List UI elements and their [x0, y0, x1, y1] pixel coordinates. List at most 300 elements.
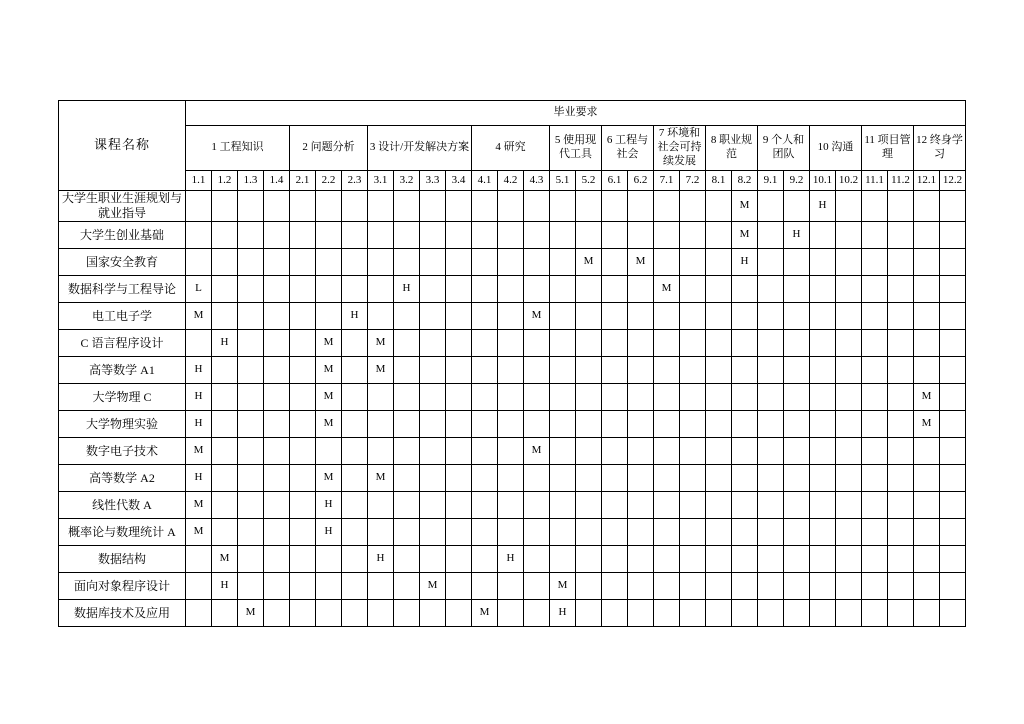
- mark-cell: [680, 191, 706, 222]
- mark-cell: [706, 384, 732, 411]
- mark-cell: [732, 573, 758, 600]
- requirement-sub-header: 4.2: [498, 171, 524, 191]
- mark-cell: M: [368, 330, 394, 357]
- table-row: [59, 303, 966, 330]
- mark-cell: [576, 384, 602, 411]
- mark-cell: [862, 573, 888, 600]
- mark-cell: [680, 438, 706, 465]
- requirement-sub-header: 1.2: [212, 171, 238, 191]
- mark-cell: [394, 573, 420, 600]
- mark-cell: [784, 438, 810, 465]
- mark-cell: [498, 438, 524, 465]
- requirement-sub-header: 12.1: [914, 171, 940, 191]
- mark-cell: [576, 330, 602, 357]
- mark-cell: [212, 249, 238, 276]
- mark-cell: [290, 330, 316, 357]
- mark-cell: [706, 222, 732, 249]
- mark-cell: [498, 191, 524, 222]
- mark-cell: [940, 465, 966, 492]
- mark-cell: [758, 519, 784, 546]
- mark-cell: [420, 546, 446, 573]
- mark-cell: [420, 519, 446, 546]
- mark-cell: [550, 303, 576, 330]
- mark-cell: [784, 191, 810, 222]
- mark-cell: [810, 276, 836, 303]
- mark-cell: [446, 249, 472, 276]
- mark-cell: [758, 438, 784, 465]
- mark-cell: [212, 384, 238, 411]
- mark-cell: [316, 191, 342, 222]
- table-row: [59, 546, 966, 573]
- mark-cell: [836, 492, 862, 519]
- mark-cell: [342, 222, 368, 249]
- mark-cell: [602, 357, 628, 384]
- mark-cell: [836, 191, 862, 222]
- mark-cell: [420, 191, 446, 222]
- mark-cell: [446, 303, 472, 330]
- course-name-cell: 大学生职业生涯规划与就业指导: [59, 191, 186, 222]
- mark-cell: [316, 276, 342, 303]
- mark-cell: [446, 222, 472, 249]
- mark-cell: [810, 384, 836, 411]
- mark-cell: [862, 438, 888, 465]
- mark-cell: [784, 519, 810, 546]
- mark-cell: [706, 303, 732, 330]
- mark-cell: [758, 492, 784, 519]
- mark-cell: [732, 546, 758, 573]
- mark-cell: [784, 546, 810, 573]
- header-row-groups: [59, 126, 966, 171]
- mark-cell: H: [316, 492, 342, 519]
- mark-cell: [446, 411, 472, 438]
- mark-cell: [940, 303, 966, 330]
- mark-cell: [680, 465, 706, 492]
- mark-cell: [472, 357, 498, 384]
- table-row: [59, 276, 966, 303]
- requirement-sub-header: 9.1: [758, 171, 784, 191]
- requirement-sub-header: 8.2: [732, 171, 758, 191]
- mark-cell: [576, 222, 602, 249]
- mark-cell: [524, 573, 550, 600]
- mark-cell: [836, 573, 862, 600]
- mark-cell: [914, 191, 940, 222]
- mark-cell: [446, 191, 472, 222]
- mark-cell: [472, 519, 498, 546]
- mark-cell: [498, 249, 524, 276]
- mark-cell: [784, 384, 810, 411]
- mark-cell: [576, 519, 602, 546]
- mark-cell: [550, 492, 576, 519]
- requirement-sub-header: 10.1: [810, 171, 836, 191]
- mark-cell: [342, 546, 368, 573]
- header-row-title: [59, 101, 966, 126]
- mark-cell: [732, 384, 758, 411]
- mark-cell: [186, 600, 212, 627]
- mark-cell: [836, 465, 862, 492]
- mark-cell: [238, 303, 264, 330]
- mark-cell: [446, 357, 472, 384]
- mark-cell: [420, 492, 446, 519]
- mark-cell: [784, 303, 810, 330]
- requirement-sub-header: 4.1: [472, 171, 498, 191]
- mark-cell: [628, 546, 654, 573]
- mark-cell: [732, 276, 758, 303]
- mark-cell: [264, 492, 290, 519]
- mark-cell: [836, 303, 862, 330]
- mark-cell: [472, 222, 498, 249]
- mark-cell: [264, 303, 290, 330]
- mark-cell: [784, 465, 810, 492]
- requirement-group-header: 6 工程与社会: [602, 126, 654, 171]
- mark-cell: [862, 249, 888, 276]
- mark-cell: [732, 330, 758, 357]
- mark-cell: [680, 546, 706, 573]
- mark-cell: [706, 191, 732, 222]
- mark-cell: [888, 411, 914, 438]
- mark-cell: [706, 249, 732, 276]
- mark-cell: [264, 411, 290, 438]
- mark-cell: [862, 600, 888, 627]
- mark-cell: [706, 465, 732, 492]
- mark-cell: [238, 438, 264, 465]
- mark-cell: [888, 191, 914, 222]
- mark-cell: [862, 492, 888, 519]
- mark-cell: [654, 465, 680, 492]
- mark-cell: [862, 357, 888, 384]
- mark-cell: M: [316, 465, 342, 492]
- requirement-group-header: 3 设计/开发解决方案: [368, 126, 472, 171]
- mark-cell: [602, 573, 628, 600]
- mark-cell: [862, 546, 888, 573]
- mark-cell: [758, 411, 784, 438]
- mark-cell: M: [732, 191, 758, 222]
- mark-cell: [810, 222, 836, 249]
- mark-cell: [342, 411, 368, 438]
- mark-cell: [238, 191, 264, 222]
- mark-cell: [628, 573, 654, 600]
- mark-cell: [472, 384, 498, 411]
- mark-cell: [212, 276, 238, 303]
- mark-cell: [784, 357, 810, 384]
- mark-cell: [784, 249, 810, 276]
- mark-cell: [914, 492, 940, 519]
- mark-cell: [628, 600, 654, 627]
- mark-cell: [290, 519, 316, 546]
- mark-cell: H: [550, 600, 576, 627]
- course-name-cell: 线性代数 A: [59, 492, 186, 519]
- mark-cell: [706, 546, 732, 573]
- mark-cell: H: [186, 384, 212, 411]
- mark-cell: [862, 384, 888, 411]
- mark-cell: [186, 330, 212, 357]
- mark-cell: [732, 438, 758, 465]
- mark-cell: [420, 438, 446, 465]
- curriculum-requirement-matrix: [58, 100, 966, 627]
- mark-cell: [888, 276, 914, 303]
- mark-cell: [758, 191, 784, 222]
- mark-cell: [706, 330, 732, 357]
- mark-cell: [758, 546, 784, 573]
- mark-cell: [602, 465, 628, 492]
- mark-cell: [602, 438, 628, 465]
- mark-cell: [654, 191, 680, 222]
- mark-cell: [654, 330, 680, 357]
- mark-cell: [238, 249, 264, 276]
- requirement-sub-header: 4.3: [524, 171, 550, 191]
- mark-cell: [758, 357, 784, 384]
- table-row: [59, 384, 966, 411]
- mark-cell: [524, 411, 550, 438]
- mark-cell: [290, 222, 316, 249]
- mark-cell: [550, 222, 576, 249]
- mark-cell: [290, 465, 316, 492]
- mark-cell: [576, 600, 602, 627]
- mark-cell: M: [654, 276, 680, 303]
- mark-cell: [524, 465, 550, 492]
- mark-cell: [498, 519, 524, 546]
- mark-cell: [862, 465, 888, 492]
- mark-cell: [316, 546, 342, 573]
- mark-cell: [862, 519, 888, 546]
- mark-cell: M: [368, 357, 394, 384]
- mark-cell: [290, 573, 316, 600]
- mark-cell: M: [186, 303, 212, 330]
- mark-cell: [550, 411, 576, 438]
- course-name-cell: 国家安全教育: [59, 249, 186, 276]
- mark-cell: [342, 330, 368, 357]
- mark-cell: [914, 222, 940, 249]
- mark-cell: [420, 276, 446, 303]
- mark-cell: [706, 411, 732, 438]
- header-row-subs: [59, 171, 966, 191]
- mark-cell: [940, 249, 966, 276]
- mark-cell: [394, 330, 420, 357]
- mark-cell: [498, 384, 524, 411]
- mark-cell: [238, 465, 264, 492]
- mark-cell: [940, 384, 966, 411]
- mark-cell: [836, 276, 862, 303]
- mark-cell: [602, 222, 628, 249]
- mark-cell: [732, 303, 758, 330]
- mark-cell: M: [732, 222, 758, 249]
- mark-cell: [420, 357, 446, 384]
- mark-cell: [524, 249, 550, 276]
- mark-cell: [810, 303, 836, 330]
- mark-cell: [186, 546, 212, 573]
- mark-cell: M: [524, 303, 550, 330]
- mark-cell: [576, 492, 602, 519]
- mark-cell: [706, 276, 732, 303]
- mark-cell: [472, 303, 498, 330]
- mark-cell: [602, 519, 628, 546]
- mark-cell: [836, 384, 862, 411]
- mark-cell: [862, 411, 888, 438]
- mark-cell: [576, 573, 602, 600]
- mark-cell: [472, 276, 498, 303]
- mark-cell: [862, 303, 888, 330]
- mark-cell: [862, 276, 888, 303]
- requirement-group-header: 1 工程知识: [186, 126, 290, 171]
- course-name-cell: 大学生创业基础: [59, 222, 186, 249]
- mark-cell: [290, 276, 316, 303]
- mark-cell: [524, 222, 550, 249]
- mark-cell: [186, 249, 212, 276]
- mark-cell: [628, 411, 654, 438]
- mark-cell: [264, 330, 290, 357]
- mark-cell: [446, 492, 472, 519]
- mark-cell: [264, 573, 290, 600]
- mark-cell: [628, 384, 654, 411]
- mark-cell: [888, 303, 914, 330]
- mark-cell: M: [316, 384, 342, 411]
- mark-cell: [680, 357, 706, 384]
- mark-cell: [264, 276, 290, 303]
- mark-cell: [940, 438, 966, 465]
- mark-cell: [914, 249, 940, 276]
- mark-cell: [732, 357, 758, 384]
- table-row: [59, 222, 966, 249]
- mark-cell: [368, 411, 394, 438]
- mark-cell: H: [212, 330, 238, 357]
- requirement-group-header: 5 使用现代工具: [550, 126, 602, 171]
- mark-cell: [368, 191, 394, 222]
- mark-cell: [628, 303, 654, 330]
- mark-cell: [420, 222, 446, 249]
- mark-cell: [342, 384, 368, 411]
- mark-cell: [212, 303, 238, 330]
- requirement-sub-header: 7.2: [680, 171, 706, 191]
- mark-cell: M: [238, 600, 264, 627]
- mark-cell: [784, 411, 810, 438]
- mark-cell: [940, 492, 966, 519]
- mark-cell: [576, 438, 602, 465]
- mark-cell: [732, 465, 758, 492]
- mark-cell: [394, 384, 420, 411]
- mark-cell: M: [186, 519, 212, 546]
- mark-cell: M: [186, 492, 212, 519]
- mark-cell: [498, 222, 524, 249]
- mark-cell: [264, 438, 290, 465]
- mark-cell: [264, 600, 290, 627]
- requirement-group-header: 11 项目管理: [862, 126, 914, 171]
- mark-cell: [212, 519, 238, 546]
- mark-cell: H: [212, 573, 238, 600]
- course-name-cell: 数据科学与工程导论: [59, 276, 186, 303]
- mark-cell: [472, 573, 498, 600]
- mark-cell: [472, 465, 498, 492]
- mark-cell: [550, 191, 576, 222]
- mark-cell: [524, 330, 550, 357]
- mark-cell: [342, 600, 368, 627]
- mark-cell: [316, 303, 342, 330]
- mark-cell: [420, 465, 446, 492]
- mark-cell: [472, 438, 498, 465]
- mark-cell: [342, 492, 368, 519]
- row-header-label: 课程名称: [59, 101, 186, 191]
- mark-cell: [758, 222, 784, 249]
- requirement-sub-header: 8.1: [706, 171, 732, 191]
- mark-cell: [550, 384, 576, 411]
- mark-cell: [290, 438, 316, 465]
- mark-cell: [758, 573, 784, 600]
- mark-cell: [550, 357, 576, 384]
- mark-cell: [654, 222, 680, 249]
- mark-cell: [394, 438, 420, 465]
- mark-cell: [940, 330, 966, 357]
- mark-cell: [862, 330, 888, 357]
- mark-cell: [784, 573, 810, 600]
- mark-cell: [914, 276, 940, 303]
- mark-cell: [784, 600, 810, 627]
- mark-cell: [888, 465, 914, 492]
- mark-cell: [888, 573, 914, 600]
- table-row: [59, 330, 966, 357]
- mark-cell: [940, 222, 966, 249]
- mark-cell: [212, 411, 238, 438]
- mark-cell: [264, 465, 290, 492]
- mark-cell: [602, 249, 628, 276]
- mark-cell: [940, 546, 966, 573]
- mark-cell: [758, 249, 784, 276]
- mark-cell: [394, 357, 420, 384]
- course-name-cell: 大学物理实验: [59, 411, 186, 438]
- mark-cell: [524, 384, 550, 411]
- mark-cell: [342, 191, 368, 222]
- mark-cell: [290, 384, 316, 411]
- requirement-group-header: 7 环境和社会可持续发展: [654, 126, 706, 171]
- mark-cell: [628, 438, 654, 465]
- mark-cell: [732, 600, 758, 627]
- mark-cell: [888, 438, 914, 465]
- mark-cell: [238, 330, 264, 357]
- mark-cell: H: [498, 546, 524, 573]
- mark-cell: [758, 330, 784, 357]
- mark-cell: [290, 191, 316, 222]
- mark-cell: L: [186, 276, 212, 303]
- mark-cell: [498, 465, 524, 492]
- requirement-sub-header: 12.2: [940, 171, 966, 191]
- mark-cell: [446, 546, 472, 573]
- table-row: [59, 600, 966, 627]
- mark-cell: [602, 492, 628, 519]
- mark-cell: [784, 276, 810, 303]
- mark-cell: [810, 600, 836, 627]
- mark-cell: [628, 330, 654, 357]
- mark-cell: [394, 249, 420, 276]
- mark-cell: [238, 384, 264, 411]
- requirement-sub-header: 10.2: [836, 171, 862, 191]
- mark-cell: [446, 438, 472, 465]
- requirement-sub-header: 2.3: [342, 171, 368, 191]
- mark-cell: [758, 303, 784, 330]
- requirement-sub-header: 3.3: [420, 171, 446, 191]
- mark-cell: [758, 384, 784, 411]
- mark-cell: [446, 276, 472, 303]
- mark-cell: [602, 276, 628, 303]
- mark-cell: [810, 573, 836, 600]
- mark-cell: M: [576, 249, 602, 276]
- mark-cell: [290, 249, 316, 276]
- mark-cell: [576, 411, 602, 438]
- mark-cell: [602, 600, 628, 627]
- mark-cell: H: [316, 519, 342, 546]
- mark-cell: [940, 573, 966, 600]
- mark-cell: [654, 384, 680, 411]
- mark-cell: M: [316, 330, 342, 357]
- mark-cell: [264, 249, 290, 276]
- course-name-cell: 高等数学 A2: [59, 465, 186, 492]
- mark-cell: [654, 546, 680, 573]
